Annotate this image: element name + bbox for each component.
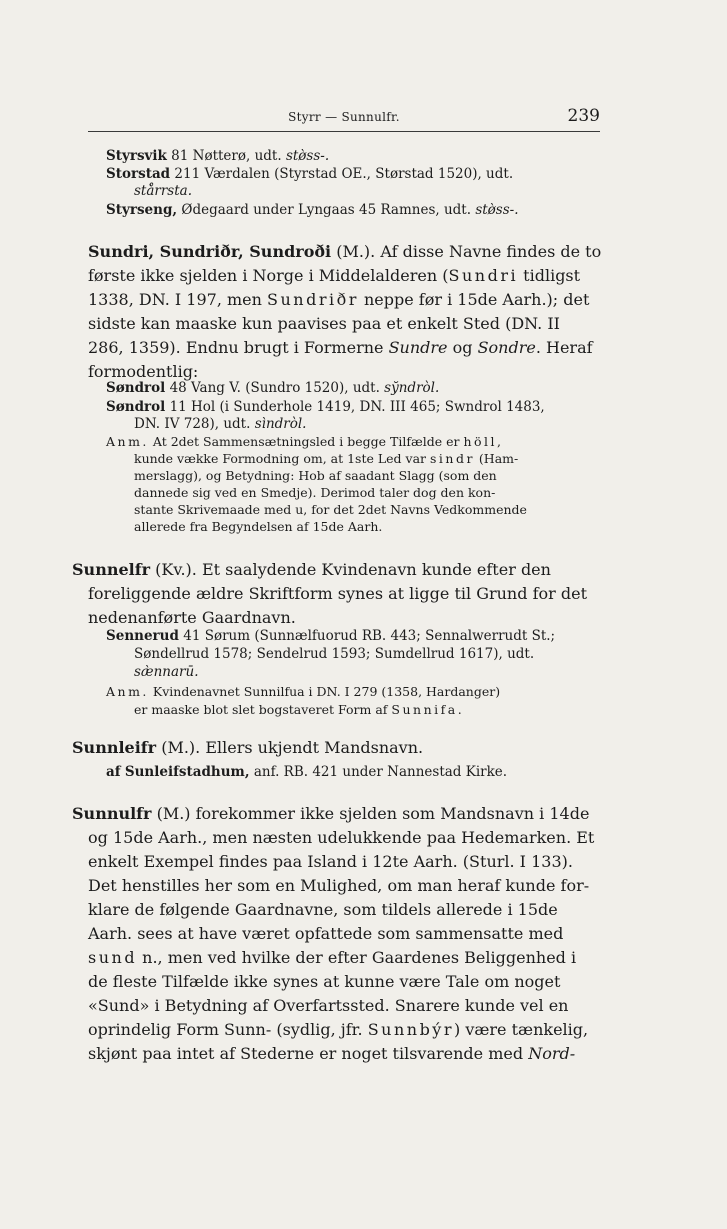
subentry-sunleifstadhum: af Sunleifstadhum, anf. RB. 421 under Nannestad Kirke. <box>106 764 508 780</box>
header-rule <box>88 131 600 132</box>
headword: Søndrol <box>106 399 166 415</box>
headword: Sunnleifr <box>72 738 157 757</box>
headword: Sunnulfr <box>72 804 152 823</box>
headword: Sundri, Sundriðr, Sundroði <box>88 242 332 261</box>
pronunciation: stø̀ss-. <box>475 202 519 218</box>
header-title: Styrr — Sunnulfr. <box>288 110 400 124</box>
book-page: Styrr — Sunnulfr. 239 Styrsvik 81 Nøtterø, udt. stø̀ss-. Storstad 211 Værdalen (Styrstad OE., Størstad 1520), udt. stå̀rrsta. Styrseng, Ødegaard under Lyngaas 45 Ramnes, udt. stø̀ss-. Sundri, Sundriðr, Sundroði (M.). Af disse Navne findes de to første ikke sjelden i Norge i Middelalderen (Sundri tidligst 1338, DN. I 197, men Sundriðr neppe før i 15de Aarh.); det sidste kan maaske kun paavises paa et enkelt Sted (DN. II 286, 1359). Endnu brugt i Formerne Sundre og Sondre. Heraf formodentlig: Søndrol 48 Vang V. (Sundro 1520), udt. sy̆ndròl. Søndrol 11 Hol (i Sunderhole 1419, DN. III 465; Swndrol 1483, DN. IV 728), udt. sı̀ndròl. Anm. At 2det Sammensætningsled i begge Tilfælde er höll, kunde vække Formodning om, at 1ste Led var sindr (Ham- merslagg), og Betydning: Hob af saadant Slagg (som den dannede sig ved en Smedje). Derimod taler dog den kon- stante Skrivemaade med u, for det 2det Navns Vedkommende allerede fra Begyndelsen af 15de Aarh. Sunnelfr (Kv.). Et saalydende Kvindenavn kunde efter den foreliggende ældre Skriftform synes at ligge til Grund for det nedenanførte Gaardnavn. Sennerud 41 Sørum (Sunnælfuorud RB. 443; Sennalwerrudt St.; Søndellrud 1578; Sendelrud 1593; Sumdellrud 1617), udt. sæ̀nnarū. Anm. Kvindenavnet Sunnilfua i DN. I 279 (1358, Hardanger) er maaske blot slet bogstaveret Form af Sunnifa. Sunnleifr (M.). Ellers ukjendt Mandsnavn. af Sunleifstadhum, anf. RB. 421 under Nannestad Kirke. Sunnulfr (M.) forekommer ikke sjelden som Mandsnavn i 14de og 15de Aarh., men næsten udelukkende paa Hedemarken. Et enkelt Exempel findes paa Island i 12te Aarh. (Sturl. I 133). Det henstilles her som en Mulighed, om man heraf kunde for- klare de følgende Gaardnavne, som tildels allerede i 15de Aarh. sees at have været opfattede som sammensatte med sund n., men ved hvilke der efter Gaardenes Beliggenhed i de fleste Tilfælde ikke synes at kunne være Tale om noget «Sund» i Betydning af Overfartssted. Snarere kunde vel en oprindelig Form Sunn- (sydlig, jfr. Sunnbýr) være tænkelig, skjønt paa intet af Stederne er noget tilsvarende med Nord- <box>72 106 602 1063</box>
headword: Sunnelfr <box>72 560 151 579</box>
pronunciation: sy̆ndròl. <box>384 380 440 396</box>
headword: Storstad <box>106 166 171 182</box>
running-header <box>88 106 600 130</box>
headword: Styrseng, <box>106 202 178 218</box>
anm-label: Anm. <box>106 684 149 699</box>
headword: Søndrol <box>106 380 166 396</box>
headword: Sunleifstadhum, <box>124 764 250 780</box>
subentry-sondrol-2: Søndrol 11 Hol (i Sunderhole 1419, DN. III 465; Swndrol 1483, <box>106 399 545 415</box>
pronunciation: stå̀rrsta. <box>134 183 193 199</box>
subentry-sondrol-1: Søndrol 48 Vang V. (Sundro 1520), udt. sy̆ndròl. <box>106 380 440 396</box>
subentry-sennerud: Sennerud 41 Sørum (Sunnælfuorud RB. 443; Sennalwerrudt St.; <box>106 628 556 644</box>
pronunciation: stø̀ss-. <box>285 148 330 164</box>
pronunciation: sæ̀nnarū. <box>134 664 199 680</box>
headword: Sennerud <box>106 628 179 644</box>
pronunciation: sı̀ndròl. <box>254 416 307 432</box>
anm-label: Anm. <box>106 434 149 449</box>
page-number: 239 <box>567 106 600 126</box>
headword: Styrsvik <box>106 148 167 164</box>
